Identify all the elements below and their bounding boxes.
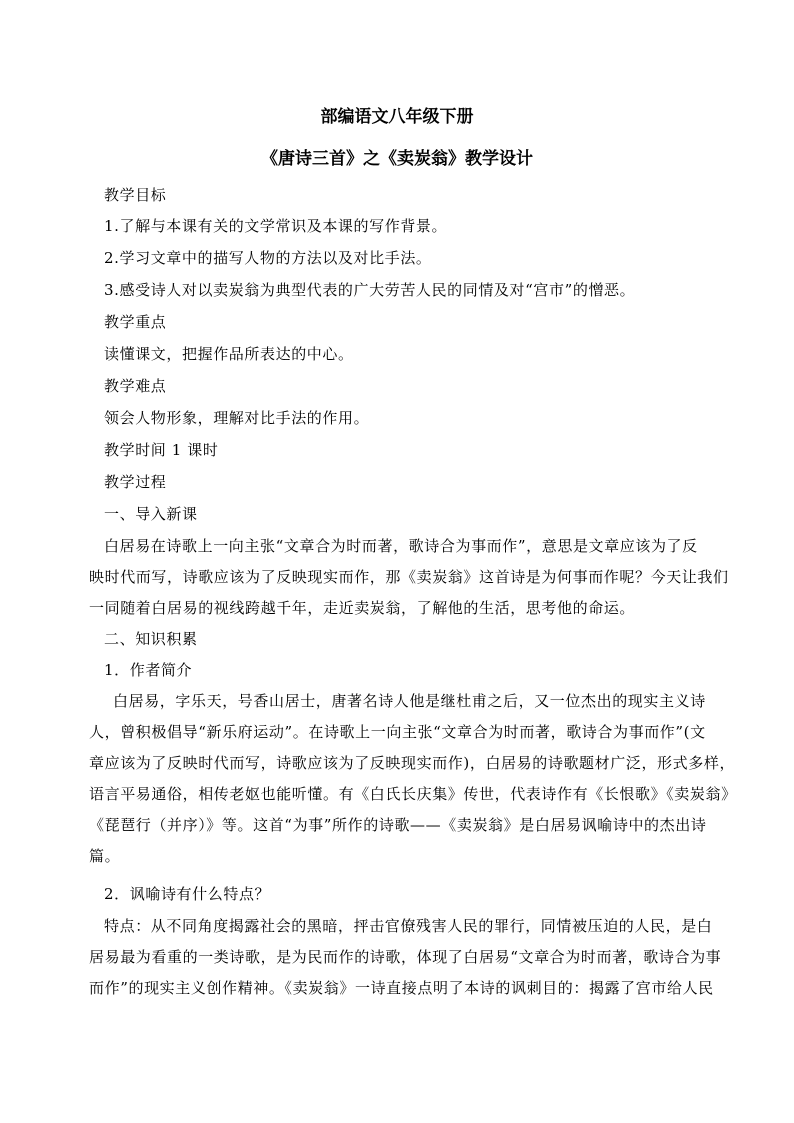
- intro-paragraph-line: 白居易在诗歌上一向主张“文章合为时而著，歌诗合为事而作”，意思是文章应该为了反: [104, 537, 698, 555]
- document-subtitle: 《唐诗三首》之《卖炭翁》教学设计: [261, 149, 533, 169]
- subheading-author: 1．作者简介: [104, 661, 193, 679]
- objective-item-3: 3.感受诗人对以卖炭翁为典型代表的广大劳苦人民的同情及对“宫市”的憎恶。: [104, 281, 636, 299]
- author-paragraph-line: 篇。: [89, 847, 121, 865]
- author-paragraph-line: 白居易，字乐天，号香山居士，唐著名诗人他是继杜甫之后，又一位杰出的现实主义诗: [113, 692, 706, 710]
- author-paragraph-line: 章应该为了反映时代而写，诗歌应该为了反映现实而作)，白居易的诗歌题材广泛，形式多样，: [89, 754, 736, 772]
- heading-key-points: 教学重点: [104, 313, 167, 331]
- heading-process: 教学过程: [104, 473, 167, 491]
- heading-objectives: 教学目标: [104, 186, 167, 204]
- author-paragraph-line: 语言平易通俗，相传老妪也能听懂。有《白氏长庆集》传世，代表诗作有《长恨歌》《卖炭翁》: [89, 785, 737, 803]
- section-heading-intro: 一、导入新课: [104, 505, 198, 523]
- objective-item-1: 1.了解与本课有关的文学常识及本课的写作背景。: [104, 217, 448, 235]
- heading-difficulties: 教学难点: [104, 377, 167, 395]
- section-heading-knowledge: 二、知识积累: [104, 630, 198, 648]
- author-paragraph-line: 《琵琶行（并序）》等。这首“为事”所作的诗歌——《卖炭翁》是白居易讽喻诗中的杰出诗: [89, 816, 707, 834]
- author-paragraph-line: 人，曾积极倡导“新乐府运动”。在诗歌上一向主张“文章合为时而著，歌诗合为事而作”(文: [89, 723, 706, 741]
- key-points-text: 读懂课文，把握作品所表达的中心。: [104, 345, 354, 363]
- objective-item-2: 2.学习文章中的描写人物的方法以及对比手法。: [104, 249, 432, 267]
- document-title: 部编语文八年级下册: [320, 107, 474, 127]
- intro-paragraph-line: 映时代而写，诗歌应该为了反映现实而作，那《卖炭翁》这首诗是为何事而作呢？今天让我们: [89, 568, 729, 586]
- teaching-time: 教学时间 1 课时: [104, 441, 219, 459]
- satire-paragraph-line: 而作”的现实主义创作精神。《卖炭翁》一诗直接点明了本诗的讽刺目的：揭露了宫市给人民: [89, 979, 714, 997]
- intro-paragraph-line: 一同随着白居易的视线跨越千年，走近卖炭翁，了解他的生活，思考他的命运。: [89, 599, 636, 617]
- subheading-satire-poetry: 2．讽喻诗有什么特点？: [104, 885, 271, 903]
- satire-paragraph-line: 居易最为看重的一类诗歌，是为民而作的诗歌，体现了白居易“文章合为时而著，歌诗合为事: [89, 948, 722, 966]
- difficulties-text: 领会人物形象，理解对比手法的作用。: [104, 409, 370, 427]
- satire-paragraph-line: 特点：从不同角度揭露社会的黑暗，抨击官僚残害人民的罪行，同情被压迫的人民，是白: [104, 917, 713, 935]
